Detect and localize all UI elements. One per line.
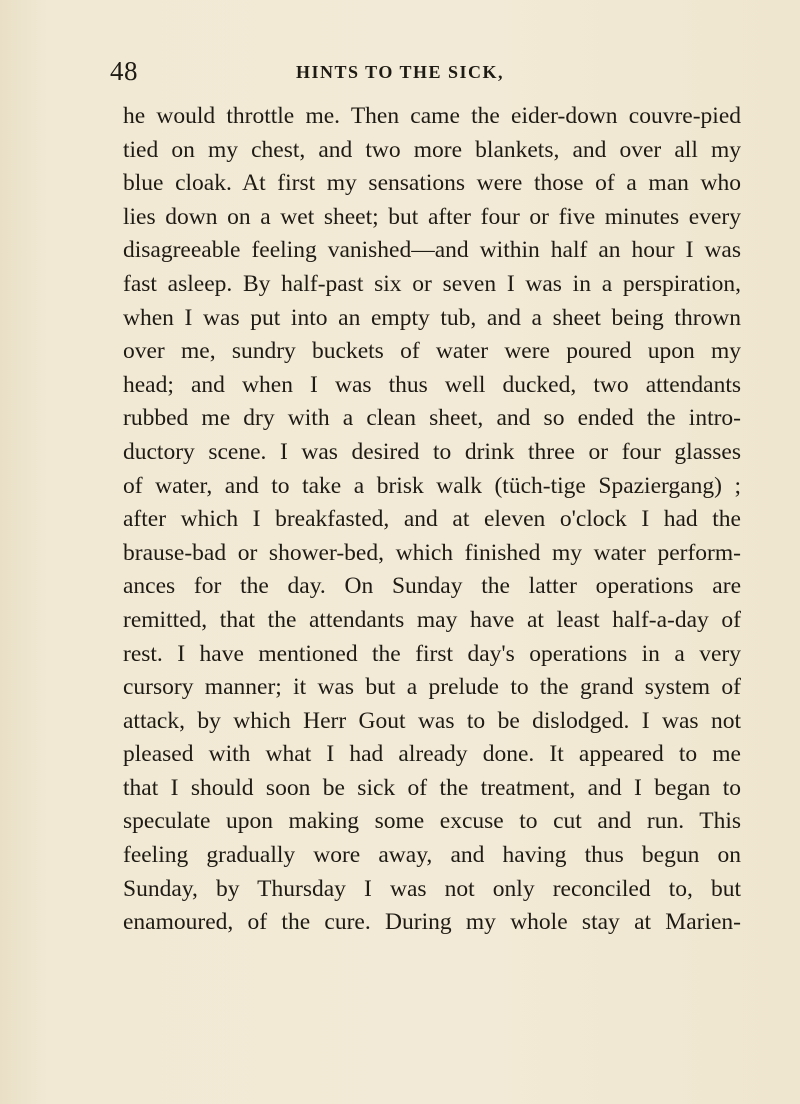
text-line: disagreeable feeling vanished—and within half an hour I was xyxy=(123,237,741,264)
text-line: over me, sundry buckets of water were poured upon my xyxy=(123,338,741,365)
text-line: tied on my chest, and two more blankets, and over all my xyxy=(123,136,741,163)
text-line: of water, and to take a brisk walk (tüch-tige Spaziergang) ; xyxy=(123,472,741,499)
text-line: attack, by which Herr Gout was to be dislodged. I was not xyxy=(123,707,741,734)
page-number: 48 xyxy=(110,56,138,86)
text-line: rest. I have mentioned the first day's operations in a very xyxy=(123,640,741,667)
text-line: when I was put into an empty tub, and a sheet being thrown xyxy=(123,304,741,331)
text-line: he would throttle me. Then came the eider-down couvre-pied xyxy=(123,103,741,129)
running-head: HINTS TO THE SICK, xyxy=(295,62,505,82)
text-line: brause-bad or shower-bed, which finished my water perform- xyxy=(123,539,741,566)
body-text xyxy=(123,100,741,940)
text-line: feeling gradually wore away, and having thus begun on xyxy=(123,842,741,869)
text-line: cursory manner; it was but a prelude to the grand system of xyxy=(123,674,741,701)
text-line: that I should soon be sick of the treatment, and I began to xyxy=(123,774,741,801)
text-line: blue cloak. At first my sensations were those of a man who xyxy=(123,170,741,197)
text-line: ances for the day. On Sunday the latter operations are xyxy=(123,573,741,600)
text-line: lies down on a wet sheet; but after four or five minutes every xyxy=(123,203,741,230)
text-line: speculate upon making some excuse to cut and run. This xyxy=(123,808,741,835)
text-line: remitted, that the attendants may have at least half-a-day of xyxy=(123,606,741,633)
text-line: head; and when I was thus well ducked, two attendants xyxy=(123,371,741,398)
text-line: after which I breakfasted, and at eleven o'clock I had the xyxy=(123,506,741,533)
text-line: enamoured, of the cure. During my whole stay at Marien- xyxy=(123,909,741,936)
text-line: rubbed me dry with a clean sheet, and so ended the intro- xyxy=(123,405,741,432)
text-line: fast asleep. By half-past six or seven I was in a perspiration, xyxy=(123,270,741,297)
text-line: ductory scene. I was desired to drink three or four glasses xyxy=(123,438,741,465)
page-header xyxy=(110,56,690,96)
text-line: Sunday, by Thursday I was not only reconciled to, but xyxy=(123,875,741,902)
text-line: pleased with what I had already done. It appeared to me xyxy=(123,741,741,768)
